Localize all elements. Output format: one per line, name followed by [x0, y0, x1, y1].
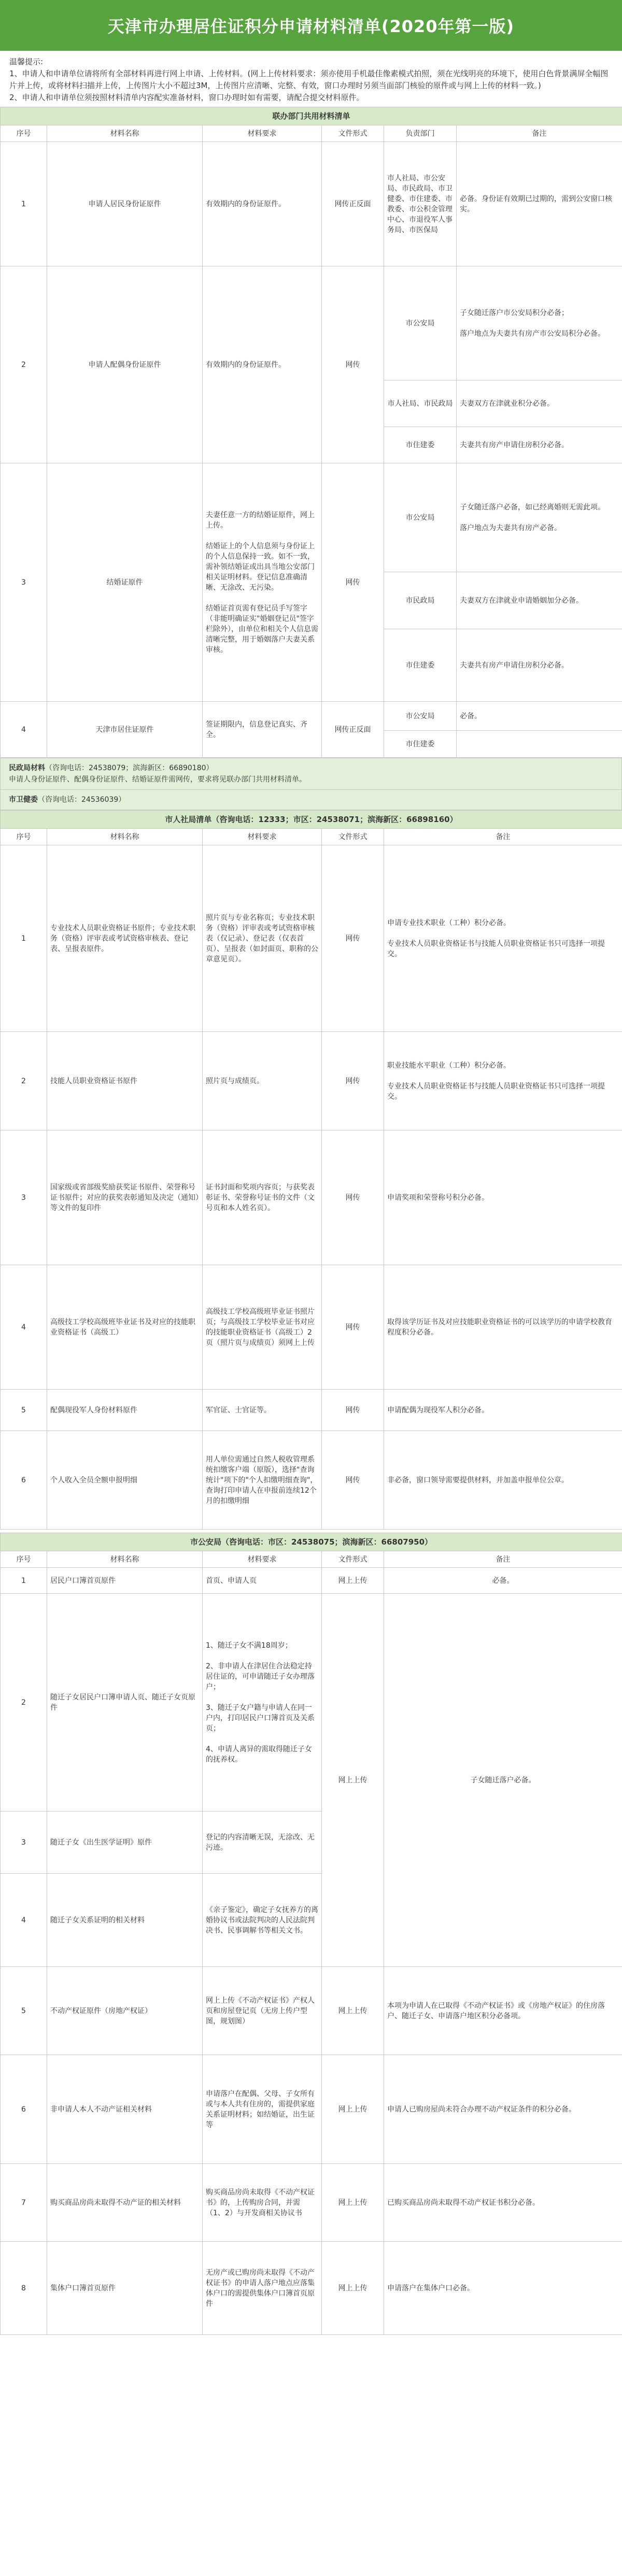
civil-title: 民政局材料 — [9, 764, 45, 772]
table-row: 2 技能人员职业资格证书原件 照片页与成绩页。 网传 职业技能水平职业（工种）积分必备。 专业技术人员职业资格证书与技能人员职业资格证书只可选择一项提交。 — [1, 1032, 622, 1130]
header-note: 备注 — [457, 125, 622, 142]
table-row: 3 国家级或省部级奖励获奖证书原件、荣誉称号证书原件；对应的获奖表彰通知及决定（通知）等文件的复印件 证书封面和奖项内容页；与获奖表彰证书、荣誉称号证书的文件（文号页和本人姓名页）。 网传 申请奖项和荣誉称号积分必备。 — [1, 1130, 622, 1265]
table-row: 4 高级技工学校高级班毕业证书及对应的技能职业资格证书（高级工） 高级技工学校高级班毕业证书照片页；与高级技工学校毕业证书对应的技能职业资格证书（高级工）2页（照片页与成绩页）须网上上传 网传 取得该学历证书及对应技能职业资格证书的可以该学历的申请学校教育程度积分必备。 — [1, 1265, 622, 1390]
table-row: 4 天津市居住证原件 签证期限内，信息登记真实、齐全。 网传正反面 市公安局 必备。 — [1, 702, 622, 731]
header-name: 材料名称 — [47, 125, 203, 142]
table-row: 市住建委 夫妻共有房产申请住房积分必备。 — [1, 629, 622, 702]
table-row: 市住建委 夫妻共有房产申请住房积分必备。 — [1, 427, 622, 463]
header-no: 序号 — [1, 125, 47, 142]
tax-title: 市卫健委 — [9, 796, 38, 804]
table-row: 市住建委 — [1, 731, 622, 758]
notice-item-2: 2、申请人和申请单位须按照材料清单内容配实准备材料，窗口办理时如有需要，请配合提交材料原件。 — [9, 93, 364, 102]
table-row: 2 申请人配偶身份证原件 有效期内的身份证原件。 网传 市公安局 子女随迁落户市公安局积分必备； 落户地点为夫妻共有房产市公安局积分必备。 — [1, 266, 622, 380]
notice-block — [0, 51, 622, 107]
table-row: 8 集体户口簿首页原件 无房产或已购房尚未取得《不动产权证书》的申请人落户地点应落集体户口的需提供集体户口簿首页原件 网上上传 申请落户在集体户口必备。 — [1, 2242, 622, 2335]
civil-phone: （咨询电话：24538079；滨海新区：66890180） — [45, 764, 214, 772]
joint-materials-table — [0, 107, 622, 758]
table-row: 市人社局、市民政局 夫妻双方在津就业积分必备。 — [1, 380, 622, 427]
table-row: 6 非申请人本人不动产证相关材料 申请落户在配偶、父母、子女所有或与本人共有住房的，需提供家庭关系证明材料；如结婚证，出生证等 网上上传 申请人已购房屋尚未符合办理不动产权证条件的积分必备。 — [1, 2055, 622, 2164]
table-row: 3 结婚证原件 夫妻任意一方的结婚证原件，网上上传。 结婚证上的个人信息须与身份证上的个人信息保持一致。如不一致，需补领结婚证或出具当地公安部门相关证明材料。登记信息准确清晰、无涂改、无污染。 结婚证首页需有登记员手写签字（非能明确证实"婚姻登记员"签字栏除外），由单位和相关个人信息需清晰完整，用于婚姻落户夫妻关系审核。 网传 市公安局 子女随迁落户必备，如已经离婚则无需此项。 落户地点为夫妻共有房产必备。 — [1, 463, 622, 572]
section-title-joint: 联办部门共用材料清单 — [1, 107, 622, 125]
table-row: 4 随迁子女关系证明的相关材料 《亲子鉴定》，确定子女抚养方的离婚协议书或法院判决的人民法院判决书、民事调解书等相关文书。 — [1, 1874, 622, 1967]
header-dept: 负责部门 — [384, 125, 457, 142]
table-row: 1 申请人居民身份证原件 有效期内的身份证原件。 网传正反面 市人社局、市公安局、市民政局、市卫健委、市住建委、市教委、市公积金管理中心、市退役军人事务局、市医保局 必备。身份证有效期已过期的，需到公安窗口核实。 — [1, 142, 622, 266]
notice-heading: 温馨提示: — [9, 57, 44, 66]
header-requirement: 材料要求 — [203, 125, 322, 142]
table-row: 7 购买商品房尚未取得不动产证的相关材料 购买商品房尚未取得《不动产权证书》的，上传购房合同，并需（1、2）与开发商相关协议书 网上上传 已购买商品房尚未取得不动产权证书积分必备。 — [1, 2164, 622, 2242]
table-row: 6 个人收入全员全额申报明细 用人单位需通过自然人税收管理系统扣缴客户端（原版），选择"查询统计"项下的"个人扣缴明细查询"，查询打印申请人在申报前连续12个月的扣缴明细 网传 非必备，窗口领导需要提供材料，并加盖申报单位公章。 — [1, 1431, 622, 1530]
header-form: 文件形式 — [322, 125, 384, 142]
table-row: 5 不动产权证原件（房地产权证） 网上上传《不动产权证书》产权人页和房屋登记页（无房上传户型图，规划图） 网上上传 本项为申请人在已取得《不动产权证书》或《房地产权证》的住房落户、随迁子女、申请落户地区积分必备项。 — [1, 1967, 622, 2055]
table-header-row: 序号 材料名称 材料要求 文件形式 备注 — [1, 1551, 622, 1568]
table-row: 1 居民户口簿首页原件 首页、申请人页 网上上传 必备。 — [1, 1568, 622, 1594]
tax-phone: （咨询电话：24536039） — [38, 796, 126, 804]
hrss-materials-table — [0, 810, 622, 1530]
section-title-hrss: 市人社局清单（咨询电话：12333；市区：24538071；滨海新区：66898160） — [1, 811, 622, 829]
page-title: 天津市办理居住证积分申请材料清单(2020年第一版) — [107, 17, 515, 36]
table-row: 市民政局 夫妻双方在津就业申请婚姻加分必备。 — [1, 572, 622, 629]
table-row: 1 专业技术人员职业资格证书原件；专业技术职务（资格）评审表或考试资格审核表、登记表、呈报表原件。 照片页与专业名称页；专业技术职务（资格）评审表或考试资格审核表（仅记录）、登记表（仅表首页）、呈报表（如封面页、职称的公章意见页）。 网传 申请专业技术职业（工种）积分必备。 专业技术人员职业资格证书与技能人员职业资格证书只可选择一项提交。 — [1, 845, 622, 1032]
table-header-row — [1, 125, 622, 142]
title-banner — [0, 0, 622, 51]
table-header-row: 序号 材料名称 材料要求 文件形式 备注 — [1, 829, 622, 845]
civil-text: 申请人身份证原件、配偶身份证原件、结婚证原件需网传，要求将见联办部门共用材料清单。 — [9, 775, 306, 784]
section-title-police: 市公安局（咨询电话：市区：24538075；滨海新区：66807950） — [1, 1533, 622, 1551]
table-row: 2 随迁子女居民户口簿申请人页、随迁子女页原件 1、随迁子女不满18周岁； 2、非申请人在津居住合法稳定持居住证的，可申请随迁子女办理落户； 3、随迁子女户籍与申请人在同一户内，打印居民户口簿首页及关系页； 4、申请人离异的需取得随迁子女的抚养权。 网上上传 子女随迁落户必备。 — [1, 1594, 622, 1811]
table-row: 3 随迁子女《出生医学证明》原件 登记的内容清晰无误，无涂改、无污迹。 — [1, 1811, 622, 1874]
civil-affairs-block — [0, 758, 622, 810]
police-materials-table — [0, 1533, 622, 2335]
table-row: 5 配偶现役军人身份材料原件 军官证、士官证等。 网传 申请配偶为现役军人积分必备。 — [1, 1390, 622, 1431]
notice-item-1: 1、申请人和申请单位请将所有全部材料再进行网上申请、上传材料。(网上上传材料要求：须亦使用手机最佳像素模式拍照，须在光线明亮的环境下，使用白色背景满屏全幅图片并上传，或将材料扫描并上传，上传图片大小不超过3M，上传图片应清晰、完整、有效，窗口办理时另须当面部门核验的原件或与网上上传的材料一致。) — [9, 69, 609, 90]
